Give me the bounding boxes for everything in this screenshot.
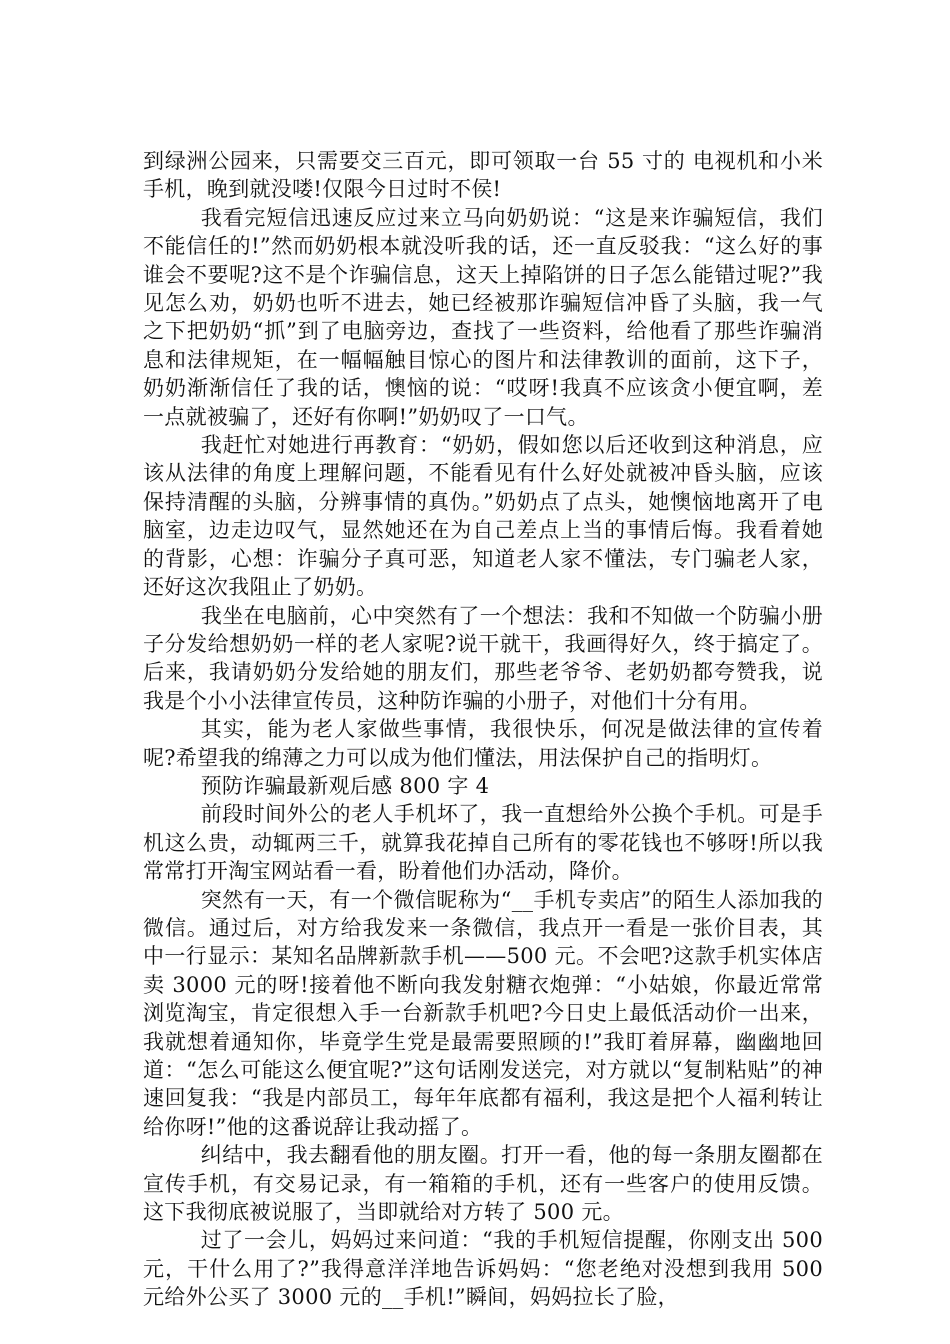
section-heading: 预防诈骗最新观后感 800 字 4	[200, 773, 490, 798]
document-body	[143, 147, 823, 1312]
paragraph: 纠结中，我去翻看他的朋友圈。打开一看，他的每一条朋友圈都在宣传手机，有交易记录，有一箱箱的手机，还有一些客户的使用反馈。这下我彻底被说服了，当即就给对方转了 500 元。	[143, 1143, 823, 1225]
paragraph: 我坐在电脑前，心中突然有了一个想法：我和不知做一个防骗小册子分发给想奶奶一样的老人家呢?说干就干，我画得好久，终于搞定了。后来，我请奶奶分发给她的朋友们，那些老爷爷、老奶奶都夸赞我，说我是个小小法律宣传员，这种防诈骗的小册子，对他们十分有用。	[143, 603, 823, 713]
paragraph: 到绿洲公园来，只需要交三百元，即可领取一台 55 寸的 电视机和小米手机，晚到就没喽!仅限今日过时不侯!	[143, 149, 823, 202]
paragraph: 其实，能为老人家做些事情，我很快乐，何况是做法律的宣传着呢?希望我的绵薄之力可以成为他们懂法，用法保护自己的指明灯。	[143, 717, 823, 770]
paragraph: 我赶忙对她进行再教育：“奶奶，假如您以后还收到这种消息，应该从法律的角度上理解问题，不能看见有什么好处就被冲昏头脑，应该保持清醒的头脑，分辨事情的真伪。”奶奶点了点头，她懊恼地离开了电脑室，边走边叹气，显然她还在为自己差点上当的事情后悔。我看着她的背影，心想：诈骗分子真可恶，知道老人家不懂法，专门骗老人家，还好这次我阻止了奶奶。	[143, 433, 823, 600]
paragraph: 过了一会儿，妈妈过来问道：“我的手机短信提醒，你刚支出 500 元，干什么用了?”我得意洋洋地告诉妈妈：“您老绝对没想到我用 500 元给外公买了 3000 元的__手机!”瞬间，妈妈拉长了脸，	[143, 1228, 823, 1310]
paragraph: 我看完短信迅速反应过来立马向奶奶说：“这是来诈骗短信，我们不能信任的!”然而奶奶根本就没听我的话，还一直反驳我：“这么好的事谁会不要呢?这不是个诈骗信息，这天上掉陷饼的日子怎么能错过呢?”我见怎么劝，奶奶也听不进去，她已经被那诈骗短信冲昏了头脑，我一气之下把奶奶“抓”到了电脑旁边，查找了一些资料，给他看了那些诈骗消息和法律规矩，在一幅幅触目惊心的图片和法律教训的面前，这下子，奶奶渐渐信任了我的话，懊恼的说：“哎呀!我真不应该贪小便宜啊，差一点就被骗了，还好有你啊!”奶奶叹了一口气。	[143, 205, 823, 429]
paragraph: 前段时间外公的老人手机坏了，我一直想给外公换个手机。可是手机这么贵，动辄两三千，就算我花掉自己所有的零花钱也不够呀!所以我常常打开淘宝网站看一看，盼着他们办活动，降价。	[143, 802, 823, 884]
paragraph: 突然有一天，有一个微信昵称为“__手机专卖店”的陌生人添加我的微信。通过后，对方给我发来一条微信，我点开一看是一张价目表，其中一行显示：某知名品牌新款手机——500 元。不会吧?这款手机实体店卖 3000 元的呀!接着他不断向我发射糖衣炮弹：“小姑娘，你最近常常浏览淘宝，肯定很想入手一台新款手机吧?今日史上最低活动价一出来，我就想着通知你，毕竟学生党是最需要照顾的!”我盯着屏幕，幽幽地回道：“怎么可能这么便宜呢?”这句话刚发送完，对方就以“复制粘贴”的神速回复我：“我是内部员工，每年年底都有福利，我这是把个人福利转让给你呀!”他的这番说辞让我动摇了。	[143, 887, 823, 1139]
